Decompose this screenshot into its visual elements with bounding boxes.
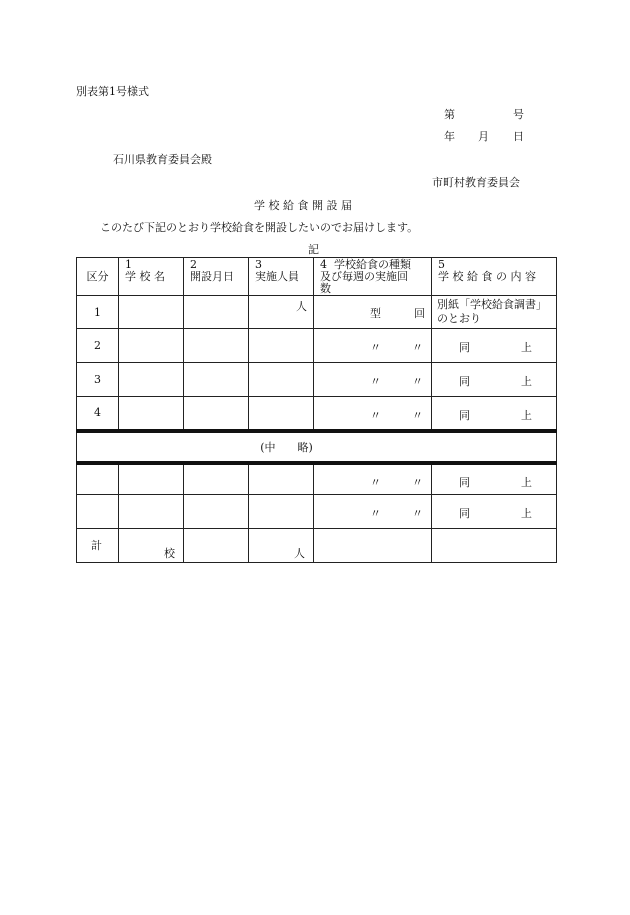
row1-times-label: 回: [414, 307, 425, 320]
row2-same-right: 上: [521, 341, 532, 354]
row6-ditto-times: 〃: [412, 507, 423, 520]
total-row: [77, 529, 557, 563]
sender: 市町村教育委員会: [432, 176, 520, 189]
header-staff-number: 3: [255, 258, 262, 271]
row1-content-line1: 別紙「学校給食調書」: [437, 298, 547, 311]
row3-number: 3: [94, 373, 101, 386]
table-row: [77, 463, 557, 495]
header-type-number: 4: [320, 258, 327, 271]
row3-same-right: 上: [521, 375, 532, 388]
row5-ditto-type: 〃: [370, 475, 381, 489]
table-row: [77, 296, 557, 329]
row4-number: 4: [94, 406, 101, 420]
total-label: 計: [91, 539, 102, 552]
table-row: [77, 363, 557, 397]
form-label: 別表第1号様式: [76, 85, 149, 98]
row6-same-left: 同: [459, 507, 470, 520]
table-header-row: [77, 258, 557, 296]
table-row: [77, 397, 557, 431]
total-school-unit: 校: [164, 547, 175, 560]
date-day: 日: [513, 130, 524, 143]
row3-ditto-type: 〃: [370, 375, 381, 388]
row6-ditto-type: 〃: [370, 507, 381, 520]
header-type-line1: 学校給食の種類: [334, 258, 411, 271]
header-date: 開設月日: [190, 270, 234, 283]
header-content: 学 校 給 食 の 内 容: [438, 270, 536, 283]
omission-text: (中 略): [260, 440, 313, 454]
row4-same-right: 上: [521, 409, 532, 422]
table-row: [77, 329, 557, 363]
header-date-number: 2: [190, 258, 197, 271]
header-staff: 実施人員: [255, 270, 299, 283]
header-school: 学 校 名: [125, 270, 165, 283]
table-row: [77, 495, 557, 529]
date-month: 月: [478, 130, 489, 143]
row1-content-line2: のとおり: [437, 312, 481, 325]
row3-same-left: 同: [459, 375, 470, 388]
header-content-number: 5: [438, 258, 445, 271]
omission-row: [77, 431, 557, 463]
document-title: 学 校 給 食 開 設 届: [254, 199, 352, 212]
row2-ditto-times: 〃: [412, 341, 423, 354]
row5-ditto-times: 〃: [412, 475, 423, 489]
row1-number: 1: [94, 305, 101, 319]
header-school-number: 1: [125, 258, 132, 271]
doc-number-suffix: 号: [513, 108, 524, 121]
row2-same-left: 同: [459, 341, 470, 354]
row5-same-right: 上: [521, 475, 532, 489]
row2-number: 2: [94, 339, 101, 352]
date-year: 年: [444, 130, 455, 143]
registration-table: [76, 257, 557, 563]
body-text: このたび下記のとおり学校給食を開設したいのでお届けします。: [100, 221, 419, 234]
total-person-unit: 人: [294, 547, 305, 560]
row4-ditto-type: 〃: [370, 409, 381, 422]
row6-same-right: 上: [521, 507, 532, 520]
row1-unit-person: 人: [296, 300, 307, 313]
header-kubun: 区分: [86, 269, 109, 283]
addressee: 石川県教育委員会殿: [113, 153, 212, 166]
row4-same-left: 同: [459, 409, 470, 422]
ki-heading: 記: [308, 243, 319, 256]
row4-ditto-times: 〃: [412, 409, 423, 422]
row5-same-left: 同: [459, 475, 470, 489]
header-type-line2: 及び毎週の実施回: [320, 270, 408, 283]
header-type-line3: 数: [320, 282, 331, 295]
row3-ditto-times: 〃: [412, 375, 423, 388]
row2-ditto-type: 〃: [370, 341, 381, 354]
row1-type-label: 型: [370, 307, 381, 320]
doc-number-prefix: 第: [444, 108, 455, 121]
